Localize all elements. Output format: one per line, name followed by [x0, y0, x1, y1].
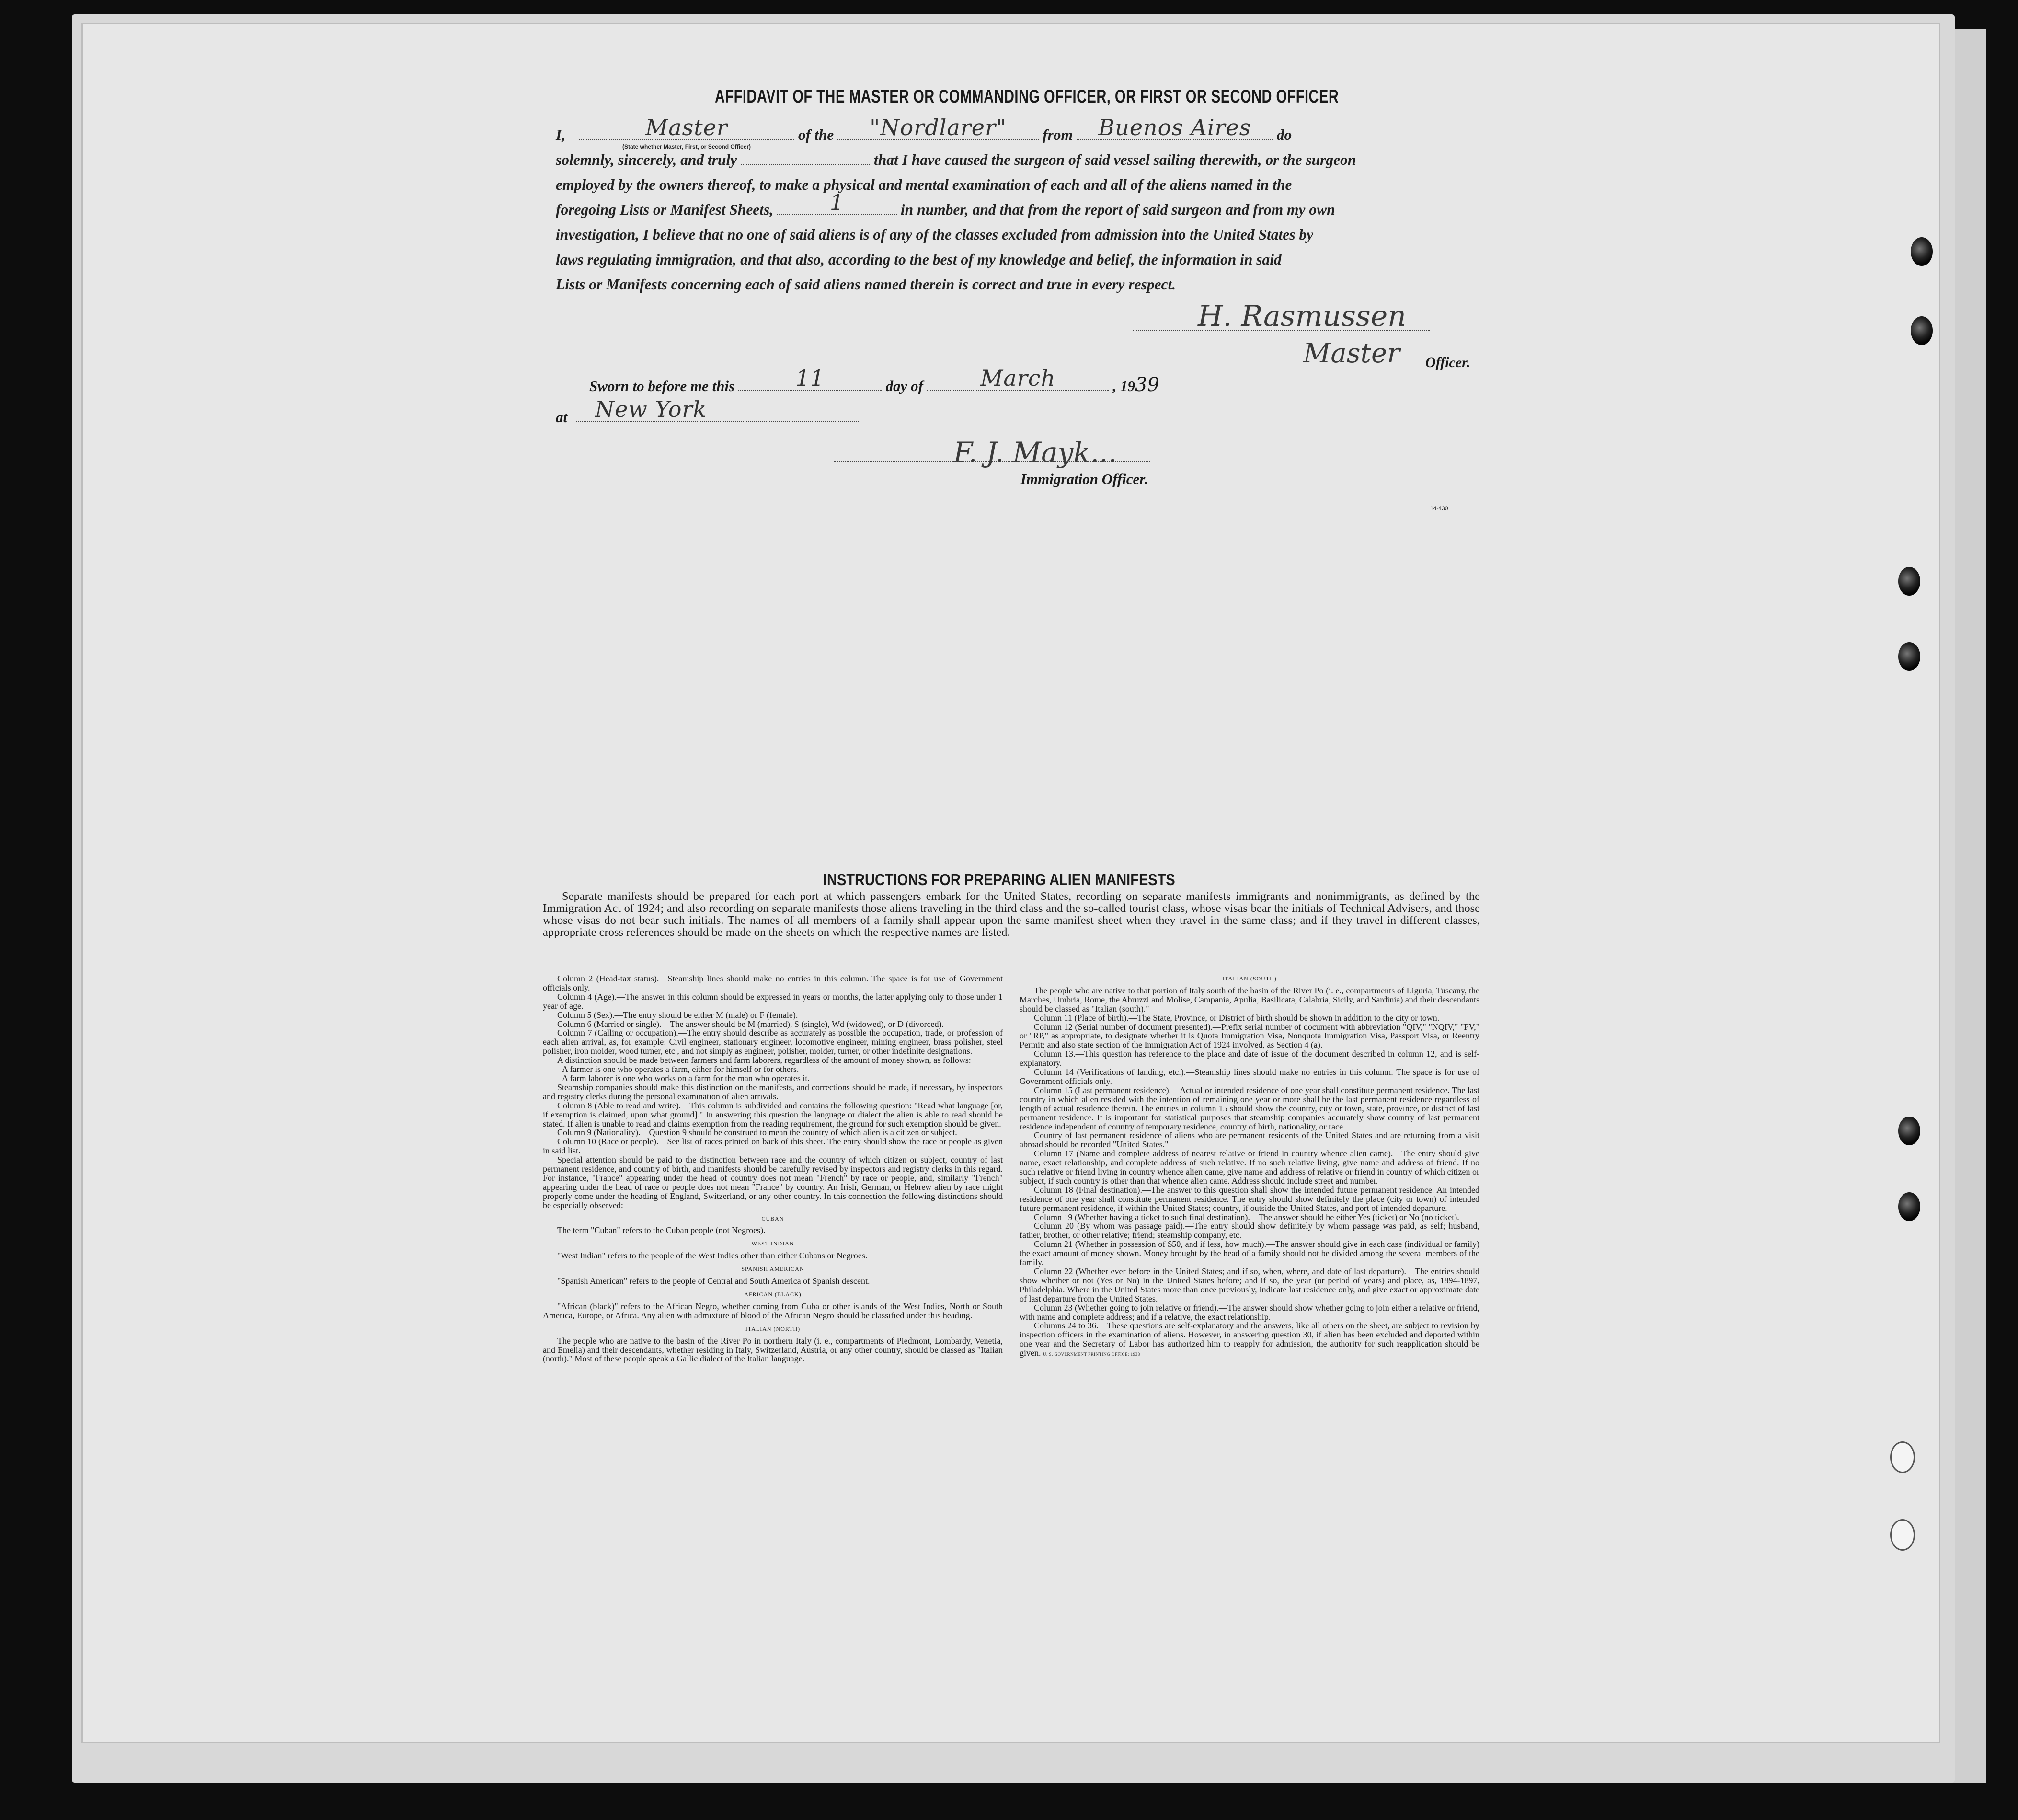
column-11-note: Column 11 (Place of birth).—The State, Province, or District of birth should be shown in addition to the city or town.	[1034, 1013, 1440, 1023]
immigration-officer-signature-line	[834, 461, 1150, 462]
special-attention-note: Special attention should be paid to the distinction between race and the country of which citizen or subject, country of last permanent residence, and country of birth, and manifests should be carefully revised by inspectors and registry clerks in this regard. For instance, "France" appearing under the head of country does not mean "French" by race or people, and, similarly "French" appearing under the head of race or people does not mean "France" by country. An Irish, German, or Hebrew alien by race might properly come under the heading of England, Switzerland, or any other country. In this connection the following distinctions should be especially observed:	[543, 1155, 1003, 1210]
at-label: at	[556, 409, 568, 426]
binder-hole-4	[1898, 642, 1920, 671]
cuban-definition: The term "Cuban" refers to the Cuban people (not Negroes).	[557, 1225, 766, 1235]
italian-north-definition: The people who are native to the basin of the River Po in northern Italy (i. e., compartments of Piedmont, Lombardy, Venetia, and Emelia) and their descendants, whether residing in Italy, Switzerland, Austria, or any other country, should be classed as "Italian (north)." Most of these people speak a Gallic dialect of the Italian language.	[543, 1336, 1003, 1364]
vessel-blank	[837, 115, 1039, 140]
column-19-note: Column 19 (Whether having a ticket to such final destination).—The answer should be either Yes (ticket) or No (no ticket).	[1034, 1212, 1459, 1222]
heading-spanish-american: SPANISH AMERICAN	[741, 1266, 804, 1273]
officer-label: Officer.	[1425, 355, 1470, 370]
column-2-note: Column 2 (Head-tax status).—Steamship lines should make no entries in this column. The space is for use of Government officials only.	[543, 974, 1003, 992]
column-5-note: Column 5 (Sex).—The entry should be either M (male) or F (female).	[557, 1010, 798, 1020]
year-prefix: , 19	[1112, 378, 1135, 394]
immigration-officer-label: Immigration Officer.	[1020, 471, 1148, 487]
master-rank-handwritten: Master	[1303, 338, 1400, 369]
farmers-note: A distinction should be made between farmers and farm laborers, regardless of the amount of money shown, as follows:	[557, 1055, 971, 1065]
column-6-note: Column 6 (Married or single).—The answer should be M (married), S (single), Wd (widowed), or D (divorced).	[557, 1019, 944, 1029]
binder-hole-2	[1911, 316, 1933, 345]
affidavit-line-5: investigation, I believe that no one of said aliens is of any of the classes excluded from admission into the United States by	[556, 226, 1314, 243]
year-handwritten: 39	[1135, 374, 1159, 396]
column-15-note: Column 15 (Last permanent residence).—Actual or intended residence of one year shall constitute permanent residence. The last country in which alien resided with the intention of remaining one year or more shall be the last permanent residence regardless of length of actual residence therein. The entries in column 15 should show the country, city or town, state, province, or district of last permanent residence. It is important for statistical purposes that steamship companies accurately show country of last permanent residence independent of country of temporary residence, country of birth, nationality, or race.	[1020, 1085, 1479, 1131]
affidavit-text-2a: solemnly, sincerely, and truly	[556, 151, 737, 168]
binder-hole-3	[1898, 567, 1920, 596]
rank-blank	[579, 115, 794, 150]
column-23-note: Column 23 (Whether going to join relative or friend).—The answer should show whether going to join either a relative or friend, with name and complete address; and if a relative, the exact relationship.	[1020, 1302, 1479, 1322]
instructions-intro: Separate manifests should be prepared for each port at which passengers embark for the United States, recording on separate manifests immigrants and nonimmigrants, as defined by the Immigration Act of 1924; and also recording on separate manifests those aliens traveling in the third class and the so-called tourist class, whose visas bear the initials of Technical Advisers, and those whose visas do not bear such initials. The names of all members of a family shall appear upon the same manifest sheet when they travel in the same class; and if they travel in different classes, appropriate cross references should be made on the sheets on which the respective names are listed.	[543, 890, 1480, 939]
port-handwritten: Buenos Aires	[1098, 115, 1251, 140]
binder-hole-6	[1898, 1192, 1920, 1221]
heading-italian-south: ITALIAN (SOUTH)	[1222, 975, 1277, 982]
instructions-title: INSTRUCTIONS FOR PREPARING ALIEN MANIFESTS	[823, 871, 1175, 889]
column-10-note: Column 10 (Race or people).—See list of races printed on back of this sheet. The entry should show the race or people as given in said list.	[543, 1137, 1003, 1156]
spanish-american-definition: "Spanish American" refers to the people of Central and South America of Spanish descent.	[557, 1276, 870, 1286]
binder-hole-1	[1911, 237, 1933, 266]
steamship-note: Steamship companies should make this distinction on the manifests, and corrections should be made, if necessary, by inspectors and registry clerks during the personal examination of alien arrivals.	[543, 1082, 1003, 1101]
day-of-label: day of	[885, 378, 923, 394]
affidavit-line-3: employed by the owners thereof, to make a physical and mental examination of each and all of the aliens named in the	[556, 176, 1292, 193]
affidavit-body	[556, 115, 1495, 297]
at-line	[556, 396, 859, 426]
instructions-left-column	[543, 974, 1003, 1363]
affidavit-line-1	[556, 115, 1495, 150]
affidavit-text-4a: foregoing Lists or Manifest Sheets,	[556, 201, 774, 218]
binder-hole-8	[1890, 1519, 1915, 1551]
columns-24-36-note	[1020, 1321, 1479, 1359]
column-7-note: Column 7 (Calling or occupation).—The entry should describe as accurately as possible the occupation, trade, or profession of each alien arrival, as, for example: Civil engineer, stationary engineer, locomotive engineer, mining engineer, brass polisher, steel polisher, iron molder, wood turner, etc., and not simply as engineer, polisher, molder, turner, or other indefinite designations.	[543, 1028, 1003, 1056]
affidavit-line-4	[556, 189, 1495, 222]
vessel-handwritten: "Nordlarer"	[870, 115, 1007, 140]
place-blank	[576, 396, 859, 422]
column-12-note: Column 12 (Serial number of document presented).—Prefix serial number of document with abbreviation "QIV," "NQIV," "PV," or "RP," as appropriate, to designate whether it is Quota Immigration Visa, Nonquota Immigration Visa, Passport Visa, or Reentry Permit; and also state section of the Immigration Act of 1924 involved, as Section 4 (a).	[1020, 1022, 1479, 1050]
affidavit-line-6: laws regulating immigration, and that also, according to the best of my knowledge and belief, the information in said	[556, 251, 1282, 268]
instructions-right-column	[1020, 974, 1479, 1359]
column-8-note: Column 8 (Able to read and write).—This column is subdivided and contains the following question: "Read what language [or, if exemption is claimed, upon what ground]." In answering this question the language or dialect the alien is able to read should be stated. If alien is unable to read and claims exemption from the reading requirement, the ground for such exemption should be given.	[543, 1100, 1003, 1129]
affidavit-text-4b: in number, and that from the report of said surgeon and from my own	[900, 201, 1335, 218]
farmer-definition: A farmer is one who operates a farm, either for himself or for others.	[562, 1064, 799, 1074]
printing-office-imprint: U. S. GOVERNMENT PRINTING OFFICE: 1938	[1043, 1352, 1140, 1357]
day-handwritten: 11	[795, 365, 825, 391]
day-blank	[738, 365, 882, 391]
italian-south-definition: The people who are native to that portion of Italy south of the basin of the River Po (i. e., compartments of Liguria, Tuscany, the Marches, Umbria, Rome, the Abruzzi and Molise, Campania, Apulia, Basilicata, Calabria, Sicily, and Sardinia) and their descendants should be classed as "Italian (south)."	[1020, 985, 1479, 1014]
column-9-note: Column 9 (Nationality).—Question 9 should be construed to mean the country of which alien is a citizen or subject.	[557, 1128, 957, 1138]
heading-italian-north: ITALIAN (NORTH)	[745, 1325, 801, 1332]
heading-cuban: CUBAN	[761, 1215, 784, 1222]
month-blank	[927, 365, 1109, 391]
columns-24-36-text: Columns 24 to 36.—These questions are self-explanatory and the answers, like all others on the sheet, are subject to revision by inspection officers in the examination of aliens. However, in answering question 30, if alien has been excluded and deported within one year and the Secretary of Labor has authorized him to reapply for admission, the authority for such reapplication should be given.	[1020, 1321, 1479, 1358]
column-18-note: Column 18 (Final destination).—The answer to this question shall show the intended future permanent residence. An intended residence of one year shall constitute permanent residence. The entry should show definitely the place (city or town) of intended future permanent residence, if within the United States; country, if outside the United States, and port of intended departure.	[1020, 1185, 1479, 1213]
sworn-line	[589, 365, 1159, 396]
heading-african: AFRICAN (BLACK)	[744, 1291, 802, 1298]
from-label: from	[1043, 127, 1073, 143]
column-13-note: Column 13.—This question has reference to the place and date of issue of the document described in column 12, and is self-explanatory.	[1020, 1049, 1479, 1068]
affidavit-line-7: Lists or Manifests concerning each of said aliens named therein is correct and true in every respect.	[556, 276, 1176, 293]
column-17-note: Column 17 (Name and complete address of nearest relative or friend in country whence alien came).—The entry should give name, exact relationship, and complete address of such relative. If no such relative living, give name and address of friend. If no such relative or friend living in country whence alien came, give name and address of relative or friend in country of which citizen or subject, if such country is other than that whence alien came. Address should include street and number.	[1020, 1149, 1479, 1186]
binder-hole-7	[1890, 1441, 1915, 1473]
place-handwritten: New York	[595, 396, 707, 422]
column-4-note: Column 4 (Age).—The answer in this column should be expressed in years or months, the latter applying only to those under 1 year of age.	[543, 991, 1003, 1011]
heading-west-indian: WEST INDIAN	[751, 1240, 794, 1247]
form-number: 14-430	[1430, 505, 1448, 512]
sheets-handwritten: 1	[829, 189, 845, 215]
country-residence-note: Country of last permanent residence of aliens who are permanent residents of the United States and are returning from a visit abroad should be recorded "United States."	[1020, 1130, 1479, 1150]
column-21-note: Column 21 (Whether in possession of $50, and if less, how much).—The answer should give in each case (individual or family) the exact amount of money shown. Money brought by the head of a family should not be divided among the several members of the family.	[1020, 1239, 1479, 1267]
immigration-officer-signature: F. J. Mayk...	[953, 436, 1117, 469]
rank-hint: (State whether Master, First, or Second Officer)	[622, 143, 751, 150]
sworn-blank	[741, 150, 870, 165]
west-indian-definition: "West Indian" refers to the people of the West Indies other than either Cubans or Negroes.	[557, 1251, 868, 1261]
affidavit-text-2b: that I have caused the surgeon of said vessel sailing therewith, or the surgeon	[874, 151, 1356, 168]
rank-handwritten: Master	[645, 115, 728, 140]
month-handwritten: March	[980, 365, 1056, 391]
binder-hole-5	[1898, 1117, 1920, 1145]
column-20-note: Column 20 (By whom was passage paid).—The entry should show definitely by whom passage was paid, as self; husband, father, brother, or other relative; friend; steamship company, etc.	[1020, 1221, 1479, 1240]
do-label: do	[1276, 127, 1292, 143]
port-blank	[1077, 115, 1273, 140]
affidavit-title: AFFIDAVIT OF THE MASTER OR COMMANDING OFFICER, OR FIRST OR SECOND OFFICER	[715, 86, 1339, 107]
of-the-label: of the	[798, 127, 834, 143]
column-14-note: Column 14 (Verifications of landing, etc.).—Steamship lines should make no entries in this column. The space is for use of Government officials only.	[1020, 1067, 1479, 1086]
master-signature: H. Rasmussen	[1198, 299, 1406, 333]
farm-laborer-definition: A farm laborer is one who works on a farm for the man who operates it.	[562, 1073, 810, 1083]
african-definition: "African (black)" refers to the African Negro, whether coming from Cuba or other islands of the West Indies, North or South America, Europe, or Africa. Any alien with admixture of blood of the African Negro should be classified under this heading.	[543, 1301, 1003, 1320]
i-label: I,	[556, 127, 566, 143]
sworn-label: Sworn to before me this	[589, 378, 735, 394]
column-22-note: Column 22 (Whether ever before in the United States; and if so, when, where, and date of last departure).—The entries should show whether or not (Yes or No) in the United States before; and if so, the year (or period of years) and place, as, 1894-1897, Philadelphia. Where in the United States more than once previously, indicate last residence only, and give exact or approximate date of last departure from the United States.	[1020, 1267, 1479, 1303]
master-signature-line	[1133, 330, 1430, 331]
sheets-blank	[777, 189, 897, 215]
